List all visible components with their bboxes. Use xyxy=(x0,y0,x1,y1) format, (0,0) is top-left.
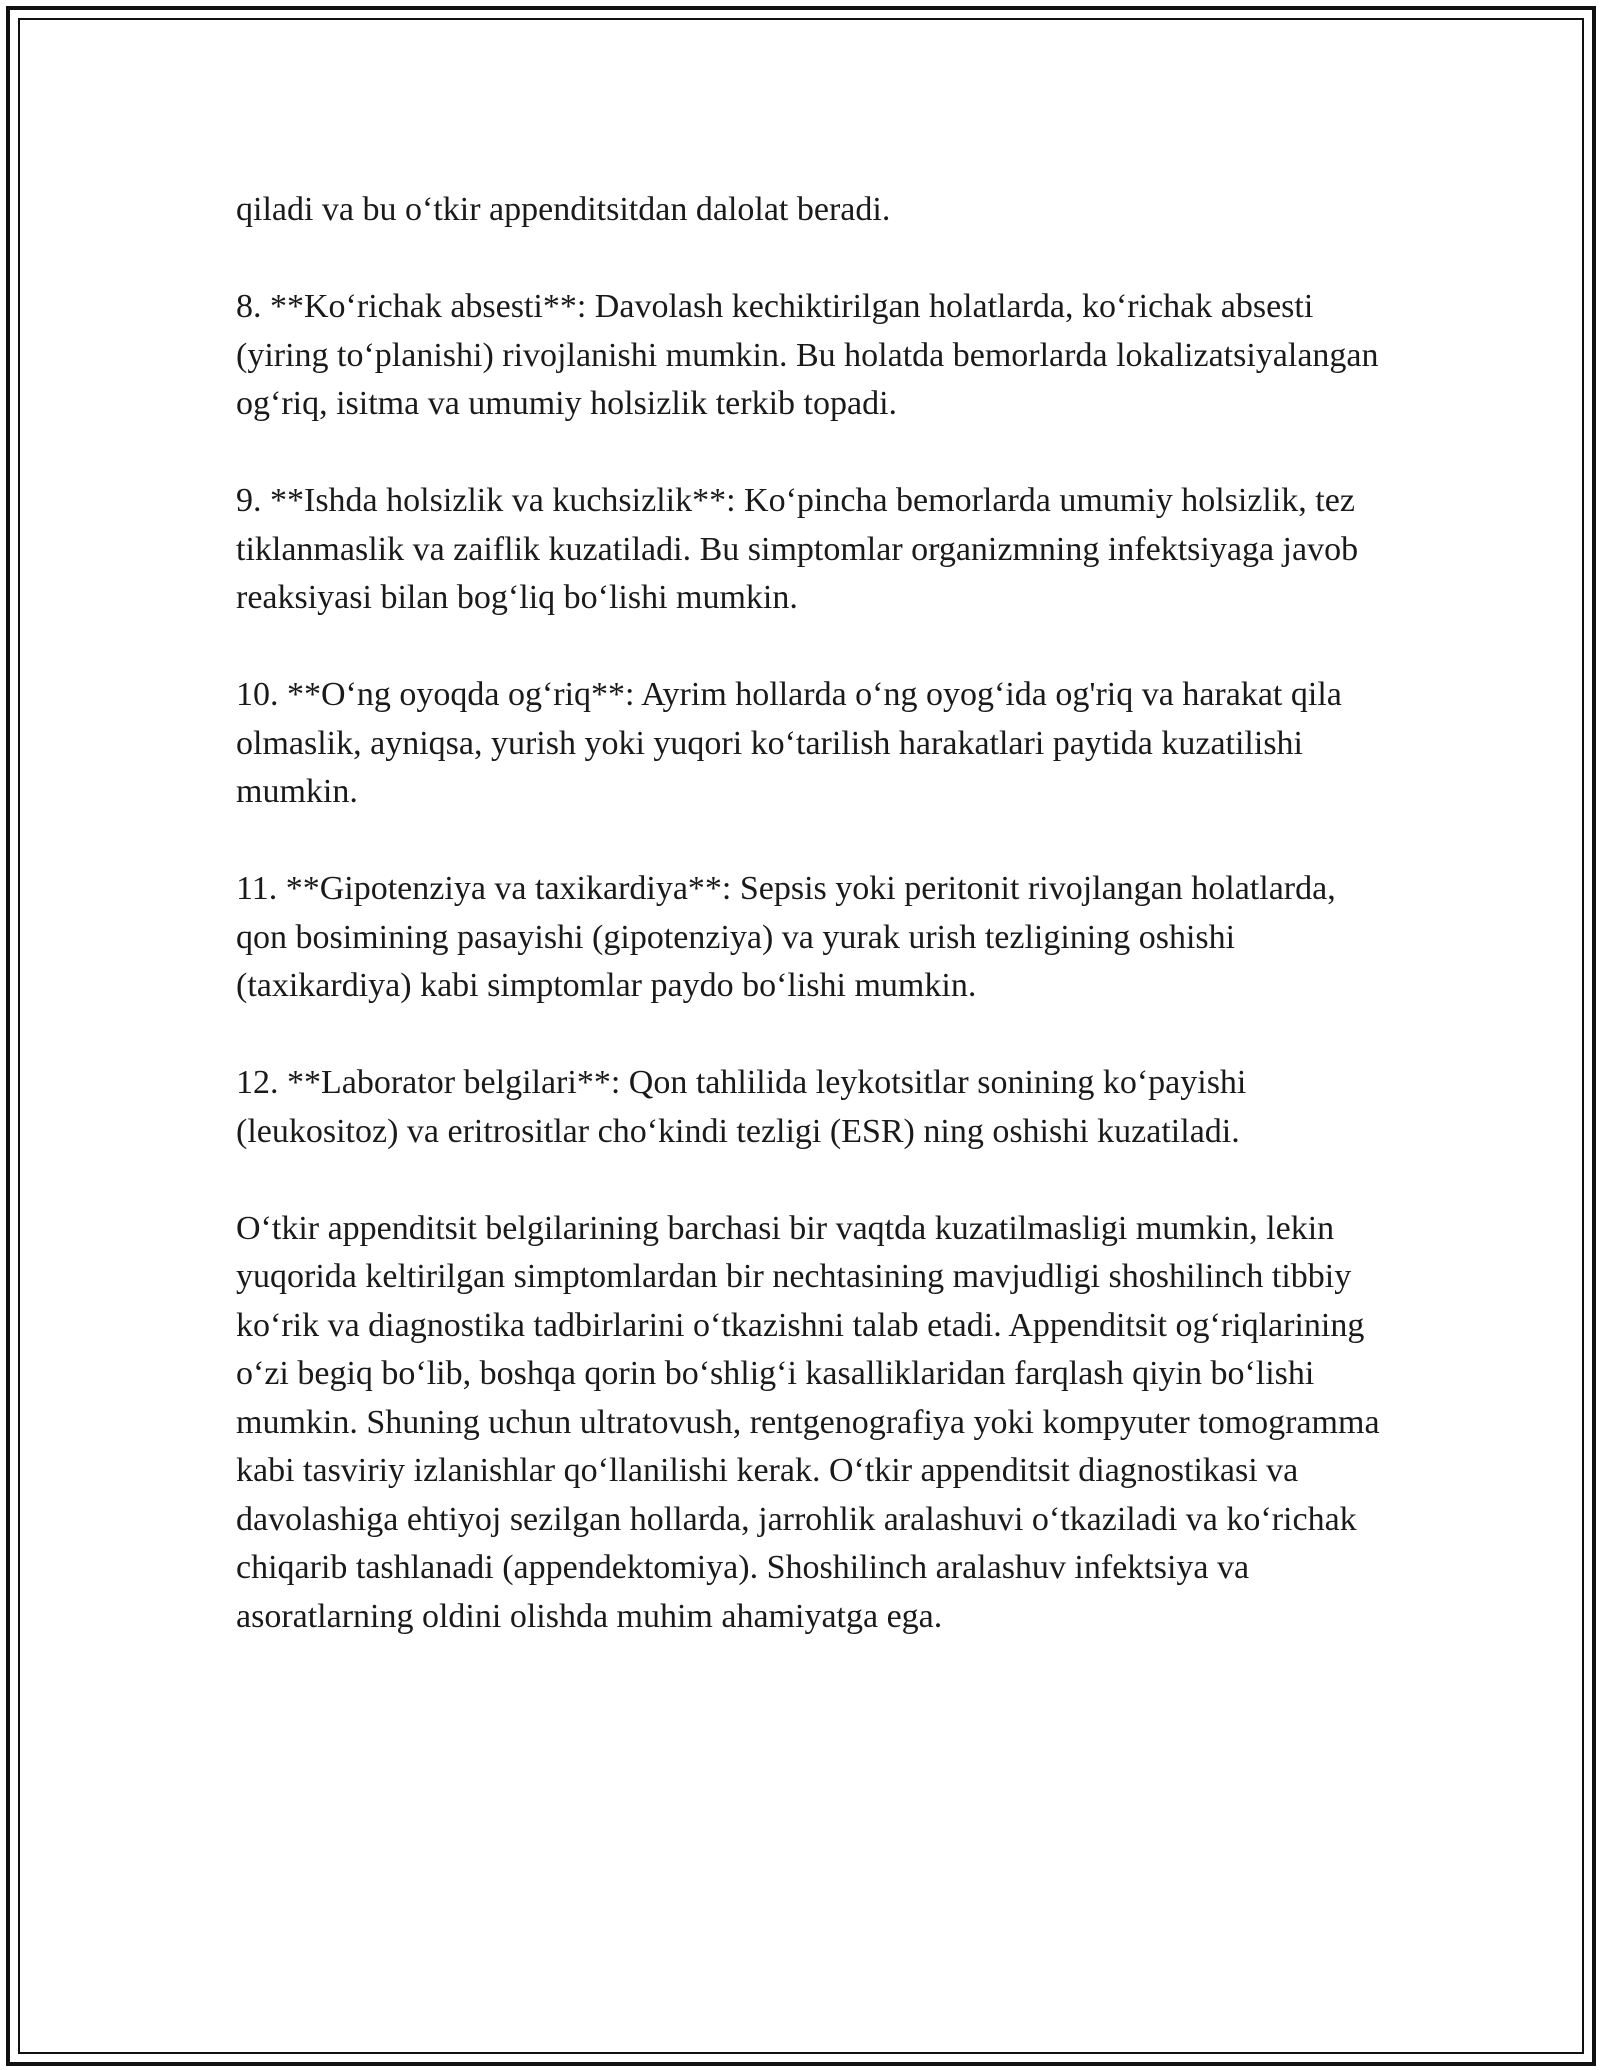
paragraph-item-10: 10. **O‘ng oyoqda og‘riq**: Ayrim hollarda o‘ng oyog‘ida og'riq va harakat qila olmaslik, ayniqsa, yurish yoki yuqori ko‘tarilish harakatlari paytida kuzatilishi mumkin. xyxy=(236,676,1342,810)
paragraph-continuation: qiladi va bu o‘tkir appenditsitdan dalolat beradi. xyxy=(236,191,891,228)
paragraph-item-9: 9. **Ishda holsizlik va kuchsizlik**: Ko‘pincha bemorlarda umumiy holsizlik, tez tiklanmaslik va zaiflik kuzatiladi. Bu simptomlar organizmning infektsiyaga javob reaksiyasi bilan bog‘liq bo‘lishi mumkin. xyxy=(236,482,1359,616)
paragraph-item-8: 8. **Ko‘richak absesti**: Davolash kechiktirilgan holatlarda, ko‘richak absesti (yiring to‘planishi) rivojlanishi mumkin. Bu holatda bemorlarda lokalizatsiyalangan og‘riq, isitma va umumiy holsizlik terkib topadi. xyxy=(236,288,1379,422)
paragraph-conclusion: O‘tkir appenditsit belgilarining barchasi bir vaqtda kuzatilmasligi mumkin, lekin yuqorida keltirilgan simptomlardan bir nechtasining mavjudligi shoshilinch tibbiy ko‘rik va diagnostika tadbirlarini o‘tkazishni talab etadi. Appenditsit og‘riqlarining o‘zi begiq bo‘lib, boshqa qorin bo‘shlig‘i kasalliklaridan farqlash qiyin bo‘lishi mumkin. Shuning uchun ultratovush, rentgenografiya yoki kompyuter tomogramma kabi tasviriy izlanishlar qo‘llanilishi kerak. O‘tkir appenditsit diagnostikasi va davolashiga ehtiyoj sezilgan hollarda, jarrohlik aralashuvi o‘tkaziladi va ko‘richak chiqarib tashlanadi (appendektomiya). Shoshilinch aralashuv infektsiya va asoratlarning oldini olishda muhim ahamiyatga ega. xyxy=(236,1209,1380,1635)
paragraph-item-11: 11. **Gipotenziya va taxikardiya**: Sepsis yoki peritonit rivojlangan holatlarda, qon bosimining pasayishi (gipotenziya) va yurak urish tezligining oshishi (taxikardiya) kabi simptomlar paydo bo‘lishi mumkin. xyxy=(236,870,1336,1004)
paragraph-item-12: 12. **Laborator belgilari**: Qon tahlilida leykotsitlar sonining ko‘payishi (leukositoz) va eritrositlar cho‘kindi tezligi (ESR) ning oshishi kuzatiladi. xyxy=(236,1064,1247,1150)
document-body xyxy=(236,186,1386,1641)
